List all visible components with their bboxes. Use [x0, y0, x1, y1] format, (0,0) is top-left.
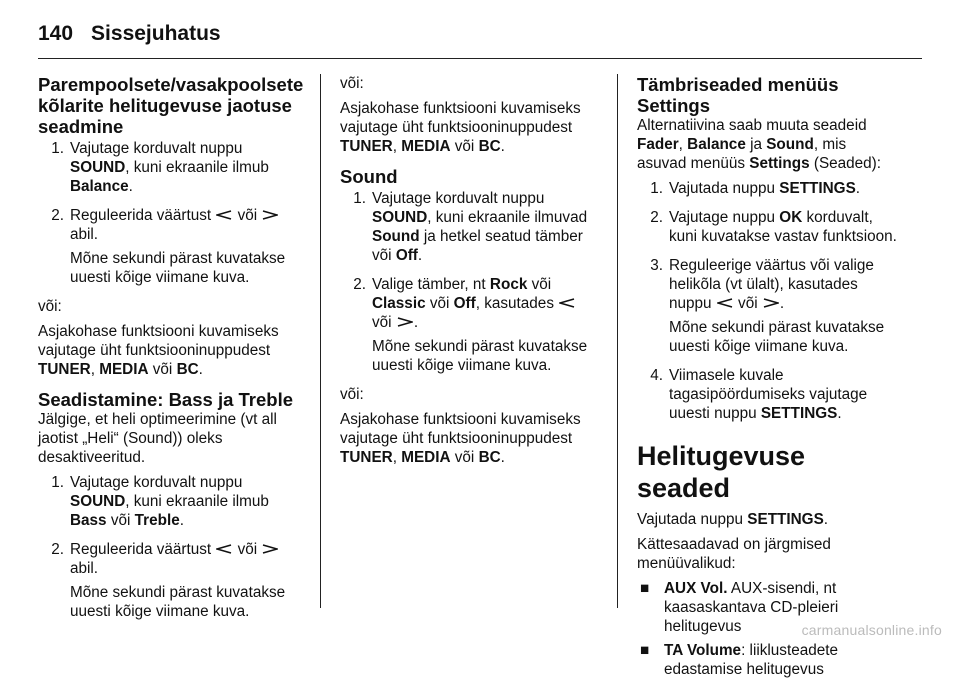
- left-arrow-icon: [716, 294, 734, 313]
- list-item: 1. Vajutage korduvalt nuppu SOUND, kuni ekraanile ilmuvad Sound ja hetkel seatud tämber või Off.: [353, 190, 588, 264]
- paragraph: Asjakohase funktsiooni kuvamiseks vajutage üht funktsiooninuppudest TUNER, MEDIA või BC.: [38, 323, 279, 378]
- column-3: [637, 74, 897, 684]
- right-arrow-icon: [762, 294, 780, 313]
- bullet-icon: ■: [640, 642, 650, 659]
- bullet-item: ■ AUX Vol. AUX-sisendi, nt kaasaskantava CD-pleieri helitugevus: [637, 579, 897, 636]
- list-item: 3. Reguleerige väärtus või valige helikõla (vt ülalt), kasutades nuppu või . Mõne sekundi pärast kuvatakse uuesti kõige viimane kuva.: [637, 256, 897, 361]
- or-text: või:: [340, 75, 364, 92]
- bullet-icon: ■: [640, 580, 650, 597]
- list-item: 2. Valige tämber, nt Rock või Classic või Off, kasutades või . Mõne sekundi pärast kuvatakse uuesti kõige viimane kuva.: [340, 275, 600, 380]
- bullet-item: ■ TA Volume: liiklusteadete edastamise helitugevus: [637, 641, 897, 679]
- section-heading-volume: Helitugevuse seaded: [637, 441, 806, 503]
- note-text: Mõne sekundi pärast kuvatakse uuesti kõige viimane kuva.: [372, 338, 588, 374]
- list-item: 2. Reguleerida väärtust või abil. Mõne sekundi pärast kuvatakse uuesti kõige viimane kuva.: [38, 206, 298, 292]
- or-text: või:: [38, 298, 62, 315]
- paragraph: Jälgige, et heli optimeerimine (vt all jaotist „Heli“ (Sound)) oleks desaktiveeritud.: [38, 411, 277, 466]
- header-rule: [38, 58, 922, 59]
- or-text: või:: [340, 386, 364, 403]
- list-item: 4. Viimasele kuvale tagasipöördumiseks vajutage uuesti nuppu SETTINGS.: [650, 367, 868, 422]
- list-item: 2. Reguleerida väärtust või abil. Mõne sekundi pärast kuvatakse uuesti kõige viimane kuva.: [38, 540, 298, 626]
- page-number: 140: [38, 22, 74, 45]
- column-2: [340, 74, 600, 473]
- paragraph: Asjakohase funktsiooni kuvamiseks vajutage üht funktsiooninuppudest TUNER, MEDIA või BC.: [340, 100, 581, 155]
- section-heading-fade: Parempoolsete/vasakpoolsete kõlarite helitugevuse jaotuse seadmine: [38, 74, 304, 137]
- section-heading-settings: Tämbriseaded menüüs Settings: [637, 74, 839, 116]
- column-1: [38, 74, 304, 631]
- left-arrow-icon: [558, 294, 576, 313]
- right-arrow-icon: [261, 206, 279, 225]
- right-arrow-icon: [261, 540, 279, 559]
- paragraph: Vajutada nuppu SETTINGS.: [637, 511, 829, 528]
- column-divider: [320, 74, 321, 608]
- list-item: 1. Vajutage korduvalt nuppu SOUND, kuni ekraanile ilmub Bass või Treble.: [51, 474, 269, 529]
- note-text: Mõne sekundi pärast kuvatakse uuesti kõige viimane kuva.: [669, 319, 885, 355]
- watermark: carmanualsonline.info: [801, 622, 942, 638]
- section-heading-bass: Seadistamine: Bass ja Treble: [38, 389, 294, 410]
- section-heading-sound: Sound: [340, 166, 398, 187]
- column-divider: [617, 74, 618, 608]
- list-item: 1. Vajutada nuppu SETTINGS.: [650, 180, 861, 197]
- list-item: 2. Vajutage nuppu OK korduvalt, kuni kuvatakse vastav funktsioon.: [650, 209, 897, 245]
- paragraph: Kättesaadavad on järgmised menüüvalikud:: [637, 536, 831, 572]
- right-arrow-icon: [396, 313, 414, 332]
- list-item: 1. Vajutage korduvalt nuppu SOUND, kuni ekraanile ilmub Balance.: [51, 140, 269, 195]
- paragraph: Asjakohase funktsiooni kuvamiseks vajutage üht funktsiooninuppudest TUNER, MEDIA või BC.: [340, 411, 581, 466]
- page-header: [38, 14, 221, 54]
- note-text: Mõne sekundi pärast kuvatakse uuesti kõige viimane kuva.: [70, 584, 286, 620]
- left-arrow-icon: [215, 206, 233, 225]
- left-arrow-icon: [215, 540, 233, 559]
- page-title: Sissejuhatus: [91, 22, 221, 45]
- note-text: Mõne sekundi pärast kuvatakse uuesti kõige viimane kuva.: [70, 250, 286, 286]
- paragraph: Alternatiivina saab muuta seadeid Fader, Balance ja Sound, mis asuvad menüüs Settings (Seaded):: [637, 117, 882, 172]
